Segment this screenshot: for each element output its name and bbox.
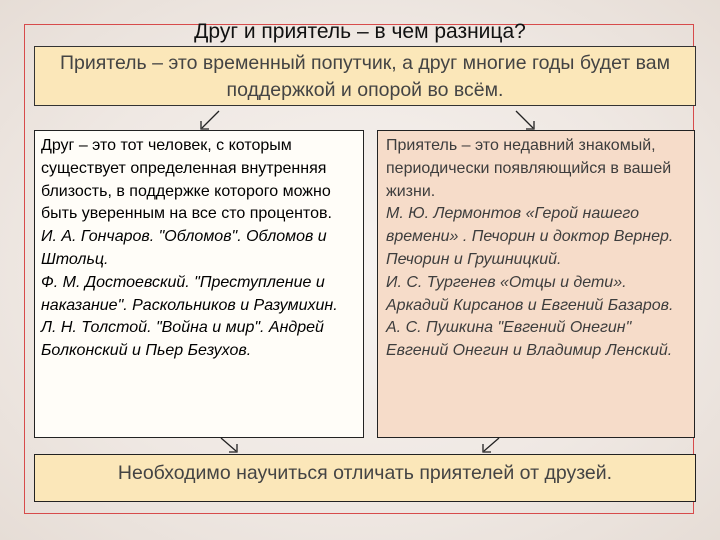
friend-example: Ф. М. Достоевский. "Преступление и наказание". Раскольников и Разумихин. (41, 273, 338, 314)
acquaintance-example: Печорин и Грушницкий. (386, 250, 562, 268)
friend-definition: Друг – это тот человек, с которым существует определенная внутренняя близость, в поддержке которого можно быть уверенным на все сто процентов. (41, 137, 332, 223)
summary-box (34, 46, 696, 106)
acquaintance-example: М. Ю. Лермонтов «Герой нашего времени» . Печорин и доктор Вернер. (386, 205, 674, 246)
friend-example: И. А. Гончаров. "Обломов". Обломов и Штольц. (41, 228, 327, 268)
acquaintance-example: И. С. Тургенев «Отцы и дети». Аркадий Кирсанов и Евгений Базаров. (386, 273, 674, 314)
conclusion-box (34, 454, 696, 502)
arrow-from-left-icon (218, 436, 244, 456)
friend-example: Л. Н. Толстой. "Война и мир". Андрей Болконский и Пьер Безухов. (41, 319, 324, 360)
friend-box (34, 130, 364, 438)
conclusion-text: Необходимо научиться отличать приятелей от друзей. (117, 462, 613, 484)
acquaintance-definition: Приятель – это недавний знакомый, периодически появляющийся в вашей жизни. (386, 137, 672, 200)
acquaintance-example: А. С. Пушкина "Евгений Онегин" Евгений Онегин и Владимир Ленский. (386, 319, 673, 360)
arrow-from-right-icon (476, 436, 502, 456)
summary-text: Приятель – это временный попутчик, а друг многие годы будет вам поддержкой и опорой во всём. (59, 52, 671, 101)
slide-title: Друг и приятель – в чем разница? (194, 20, 526, 43)
acquaintance-box (377, 130, 695, 438)
